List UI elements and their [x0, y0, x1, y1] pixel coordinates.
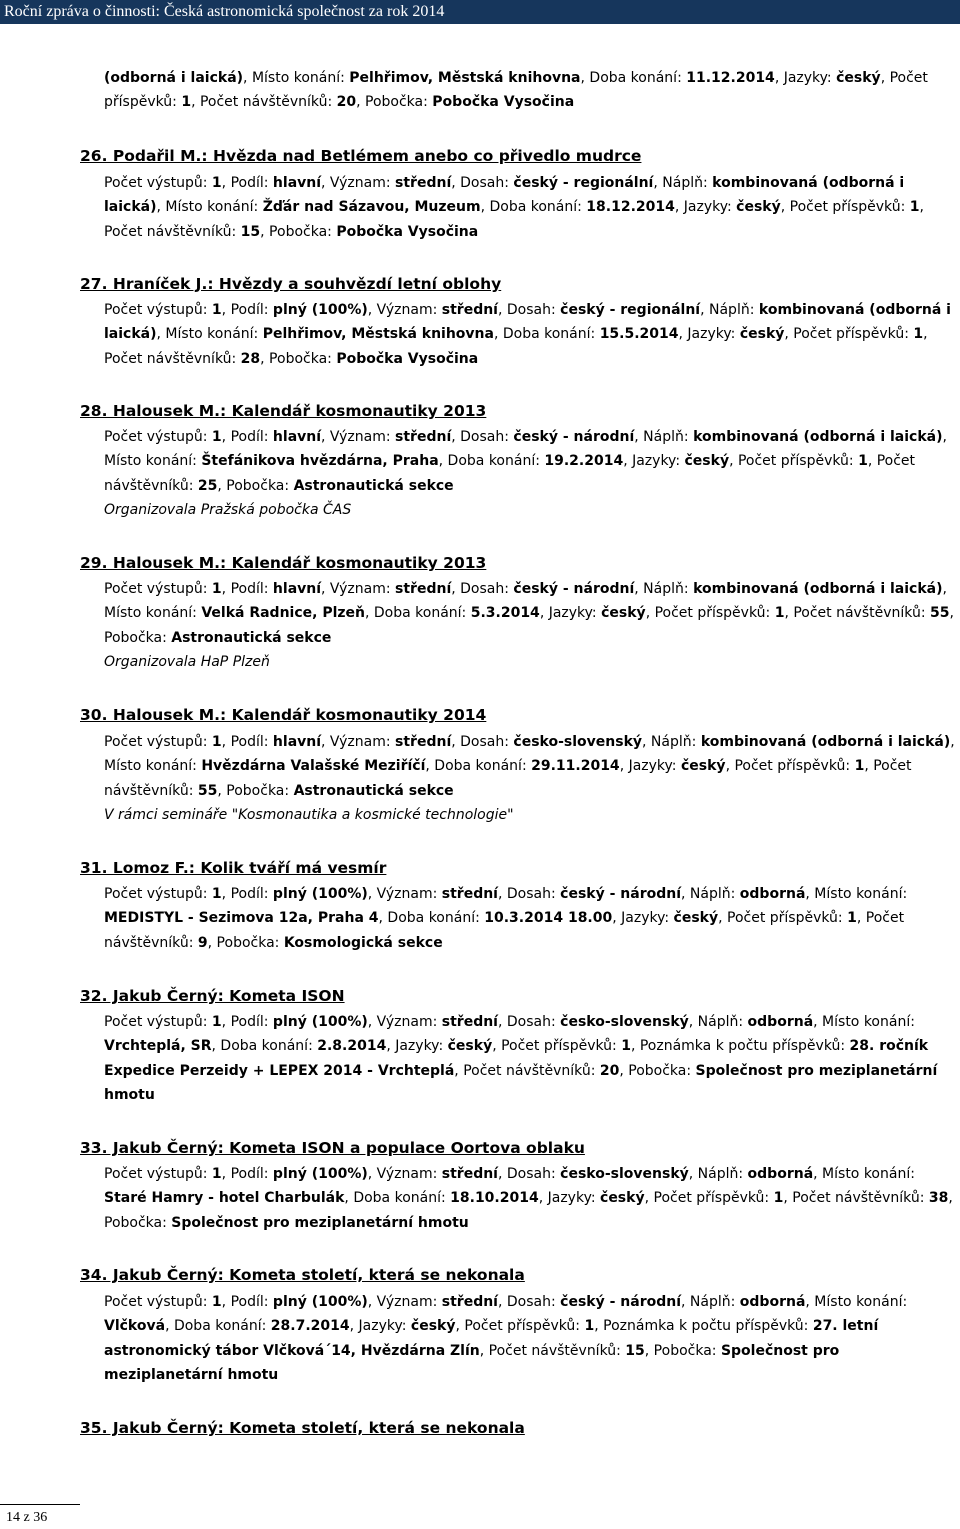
detail-value: 15 [240, 223, 261, 240]
detail-label: , Jazyky: [612, 910, 674, 927]
detail-label: , Jazyky: [774, 70, 837, 86]
detail-value: český [447, 1038, 493, 1055]
detail-value: 15.5.2014 [599, 326, 679, 343]
detail-value: 28. ročník Expedice Perzeidy + LEPEX 2014 - Vrchteplá [104, 1038, 929, 1079]
detail-label: , Místo konání: [104, 734, 955, 775]
detail-label: Počet výstupů: [104, 1014, 212, 1030]
detail-label: , Pobočka: [619, 1062, 696, 1079]
detail-value: český - regionální [560, 302, 701, 318]
detail-label: , Místo konání: [805, 886, 908, 902]
detail-label: , Poznámka k počtu příspěvků: [630, 1038, 850, 1055]
entry-title: 35. Jakub Černý: Kometa století, která se nekonala [80, 1419, 525, 1437]
detail-label: , Dosah: [497, 302, 561, 318]
entry-note: V rámci semináře "Kosmonautika a kosmické technologie" [104, 807, 514, 824]
detail-label: , Počet příspěvků: [492, 1038, 622, 1055]
detail-label: , Doba konání: [580, 70, 687, 86]
detail-value: kombinovaná (odborná i laická) [693, 429, 943, 445]
detail-label: Počet výstupů: [104, 734, 212, 750]
detail-value: kombinovaná (odborná i laická) [104, 175, 905, 216]
detail-label: , Pobočka: [217, 477, 294, 494]
detail-value: 1 [211, 429, 222, 445]
detail-label: , Podíl: [221, 302, 273, 318]
detail-label: , Počet návštěvníků: [479, 1342, 626, 1359]
detail-label: , Dosah: [451, 581, 514, 597]
detail-label: , Jazyky: [623, 453, 685, 470]
detail-value: 5.3.2014 [470, 605, 540, 622]
detail-value: 18.12.2014 [586, 199, 675, 216]
detail-label: , Náplň: [700, 302, 759, 318]
detail-label: , Dosah: [451, 734, 514, 750]
detail-label: , Počet příspěvků: [784, 326, 914, 343]
detail-label: , Jazyky: [674, 199, 737, 216]
detail-label: , Podíl: [221, 1166, 273, 1182]
detail-value: Kosmologická sekce [283, 934, 443, 951]
detail-value: český [601, 605, 646, 622]
detail-label: , Jazyky: [538, 1190, 601, 1207]
detail-label: , Podíl: [221, 886, 273, 902]
detail-label: , Doba konání: [344, 1190, 451, 1207]
detail-value: česko-slovenský [560, 1014, 689, 1030]
detail-value: odborná [747, 1014, 814, 1030]
detail-value: střední [395, 175, 452, 191]
detail-value: 55 [197, 782, 218, 799]
detail-value: český - národní [513, 429, 635, 445]
detail-label: , Pobočka: [104, 1190, 953, 1231]
detail-value: 18.10.2014 [450, 1190, 539, 1207]
detail-label: , Počet příspěvků: [780, 199, 910, 216]
detail-label: , Pobočka: [104, 605, 954, 646]
detail-value: český [684, 453, 730, 470]
detail-value: hlavní [272, 429, 322, 445]
detail-label: , Náplň: [634, 429, 694, 445]
detail-label: Počet výstupů: [104, 429, 212, 445]
detail-label: , Náplň: [653, 175, 713, 191]
entry-details [104, 730, 956, 828]
detail-value: odborná [739, 886, 806, 902]
detail-value: 19.2.2014 [544, 453, 624, 470]
page-number: 14 z 36 [6, 1510, 48, 1525]
detail-label: , Dosah: [497, 886, 561, 902]
detail-label: , Pobočka: [260, 223, 337, 240]
detail-label: Počet výstupů: [104, 581, 212, 597]
detail-value: Astronautická sekce [293, 477, 454, 494]
entry-details [104, 1162, 956, 1235]
detail-label: , Podíl: [221, 1014, 273, 1030]
detail-label: , Doba konání: [378, 910, 485, 927]
detail-label: Počet výstupů: [104, 886, 212, 902]
detail-value: 1 [913, 326, 924, 343]
detail-label: , Pobočka: [356, 94, 433, 111]
detail-label: , Náplň: [688, 1166, 748, 1182]
detail-label: , Počet příspěvků: [455, 1318, 585, 1335]
detail-value: kombinovaná (odborná i laická) [693, 581, 943, 597]
detail-value: Štefánikova hvězdárna, Praha [201, 453, 439, 470]
detail-label: , Podíl: [221, 734, 273, 750]
detail-label: , Podíl: [221, 429, 273, 445]
detail-value: 1 [211, 886, 222, 902]
detail-label: , Počet návštěvníků: [454, 1062, 600, 1079]
entry-note: Organizovala HaP Plzeň [104, 654, 270, 671]
detail-value: Společnost pro meziplanetární hmotu [104, 1342, 840, 1384]
entry-title: 30. Halousek M.: Kalendář kosmonautiky 2014 [80, 706, 487, 724]
detail-value: 1 [584, 1318, 595, 1335]
detail-value: 25 [197, 477, 218, 494]
detail-value: Astronautická sekce [171, 629, 332, 646]
detail-value: 38 [928, 1190, 949, 1207]
detail-value: 27. letní astronomický tábor Vlčková´14, Hvězdárna Zlín [104, 1318, 879, 1359]
detail-label: , Význam: [367, 886, 442, 902]
detail-value: 28 [240, 350, 261, 367]
detail-value: střední [395, 734, 452, 750]
detail-label: , Počet návštěvníků: [104, 910, 905, 951]
detail-label: , Místo konání: [243, 70, 350, 86]
detail-label: , Místo konání: [813, 1166, 915, 1182]
detail-label: , Jazyky: [349, 1318, 411, 1335]
detail-value: 1 [847, 910, 857, 927]
detail-value: kombinovaná (odborná i laická) [700, 734, 951, 750]
detail-value: 1 [211, 1294, 222, 1310]
detail-value: Společnost pro meziplanetární hmotu [171, 1214, 469, 1231]
detail-value: Pobočka Vysočina [432, 94, 575, 111]
entry-title: 33. Jakub Černý: Kometa ISON a populace Oortova oblaku [80, 1139, 585, 1157]
detail-label: , Náplň: [634, 581, 694, 597]
detail-value: český [410, 1318, 456, 1335]
entry-details [104, 577, 956, 675]
detail-value: český [600, 1190, 645, 1207]
entry-details [104, 425, 956, 523]
page-header [0, 0, 960, 24]
detail-value: střední [441, 886, 498, 902]
detail-label: , Význam: [321, 429, 396, 445]
detail-value: Pelhřimov, Městská knihovna [262, 326, 494, 343]
detail-label: , Náplň: [642, 734, 701, 750]
detail-label: Počet výstupů: [104, 1166, 212, 1182]
detail-label: , Podíl: [221, 581, 273, 597]
detail-label: , Pobočka: [644, 1342, 721, 1359]
detail-label: , Význam: [367, 1294, 442, 1310]
detail-value: 55 [930, 605, 950, 622]
detail-label: Počet výstupů: [104, 175, 212, 191]
detail-value: MEDISTYL - Sezimova 12a, Praha 4 [104, 910, 379, 927]
detail-label: , Dosah: [451, 175, 514, 191]
detail-value: Staré Hamry - hotel Charbulák [104, 1190, 345, 1207]
detail-label: , Význam: [321, 581, 396, 597]
detail-label: , Místo konání: [156, 199, 263, 216]
detail-value: Velká Radnice, Plzeň [201, 605, 365, 622]
detail-label: , Význam: [367, 1014, 442, 1030]
detail-value: 15 [625, 1342, 645, 1359]
detail-label: , Počet příspěvků: [725, 758, 855, 775]
detail-value: český - národní [560, 886, 682, 902]
detail-value: Společnost pro meziplanetární hmotu [104, 1062, 938, 1104]
entry-title: 34. Jakub Černý: Kometa století, která se nekonala [80, 1266, 525, 1284]
detail-label: , Dosah: [497, 1294, 561, 1310]
entry-note: Organizovala Pražská pobočka ČAS [104, 502, 352, 519]
detail-value: český [739, 326, 785, 343]
detail-value: plný (100%) [272, 302, 368, 318]
detail-value: odborná [739, 1294, 806, 1310]
detail-value: česko-slovenský [513, 734, 643, 750]
detail-value: 10.3.2014 18.00 [484, 910, 613, 927]
detail-value: 9 [197, 934, 208, 951]
detail-value: střední [441, 1014, 498, 1030]
detail-value: Žďár nad Sázavou, Muzeum [262, 199, 481, 216]
detail-label: Počet výstupů: [104, 302, 212, 318]
detail-value: odborná [747, 1166, 814, 1182]
detail-value: plný (100%) [272, 1166, 368, 1182]
detail-label: , Doba konání: [365, 605, 471, 622]
detail-label: , Počet příspěvků: [729, 453, 859, 470]
entry-details [104, 66, 956, 115]
detail-value: hlavní [272, 581, 322, 597]
detail-value: 1 [211, 1166, 222, 1182]
detail-label: , Počet příspěvků: [645, 605, 775, 622]
detail-value: česko-slovenský [560, 1166, 689, 1182]
detail-label: , Dosah: [497, 1014, 561, 1030]
detail-value: střední [395, 429, 452, 445]
detail-label: , Počet návštěvníků: [784, 605, 930, 622]
detail-value: Vlčková [104, 1318, 166, 1335]
detail-value: 29.11.2014 [531, 758, 620, 775]
detail-value: 1 [181, 94, 192, 111]
detail-value: hlavní [272, 734, 322, 750]
detail-value: Vrchteplá, SR [104, 1038, 212, 1055]
detail-value: Pelhřimov, Městská knihovna [349, 70, 581, 86]
entry-details [104, 171, 956, 244]
detail-label: , Poznámka k počtu příspěvků: [594, 1318, 813, 1335]
detail-label: , Doba konání: [493, 326, 600, 343]
detail-label: Počet výstupů: [104, 1294, 212, 1310]
detail-value: střední [395, 581, 452, 597]
detail-label: , Místo konání: [104, 429, 947, 470]
entry-title: 26. Podařil M.: Hvězda nad Betlémem anebo co přivedlo mudrce [80, 147, 642, 165]
detail-value: 1 [211, 734, 222, 750]
entry-title: 27. Hraníček J.: Hvězdy a souhvězdí letní oblohy [80, 275, 502, 293]
entry-details [104, 1010, 956, 1108]
detail-value: 1 [909, 199, 920, 216]
detail-label: , Jazyky: [619, 758, 681, 775]
detail-label: , Jazyky: [539, 605, 602, 622]
detail-value: kombinovaná (odborná i laická) [104, 302, 951, 343]
detail-value: plný (100%) [272, 1294, 368, 1310]
detail-value: hlavní [272, 175, 322, 191]
report-title: Roční zpráva o činnosti: Česká astronomická společnost za rok 2014 [4, 3, 445, 20]
entry-title: 32. Jakub Černý: Kometa ISON [80, 987, 345, 1005]
detail-value: český [673, 910, 719, 927]
detail-label: , Počet příspěvků: [718, 910, 848, 927]
detail-value: 1 [211, 1014, 222, 1030]
detail-label: , Význam: [321, 734, 396, 750]
detail-label: , Místo konání: [805, 1294, 908, 1310]
detail-value: (odborná i laická) [104, 70, 244, 86]
detail-value: střední [441, 1294, 498, 1310]
detail-value: 2.8.2014 [317, 1038, 387, 1055]
detail-label: , Doba konání: [165, 1318, 271, 1335]
detail-value: 1 [854, 758, 865, 775]
detail-label: , Význam: [367, 1166, 442, 1182]
detail-label: , Význam: [367, 302, 442, 318]
detail-label: , Doba konání: [438, 453, 545, 470]
detail-label: , Dosah: [497, 1166, 561, 1182]
detail-label: , Počet návštěvníků: [104, 453, 916, 494]
detail-value: český - regionální [513, 175, 654, 191]
detail-value: český - národní [560, 1294, 682, 1310]
detail-label: , Podíl: [221, 175, 273, 191]
detail-label: , Počet návštěvníků: [104, 326, 928, 367]
detail-value: 1 [858, 453, 868, 470]
detail-label: , Místo konání: [156, 326, 263, 343]
detail-value: 1 [211, 302, 222, 318]
detail-value: 1 [211, 175, 222, 191]
entry-details [104, 882, 956, 955]
detail-label: , Náplň: [681, 886, 740, 902]
detail-value: český [736, 199, 781, 216]
detail-value: 11.12.2014 [686, 70, 775, 86]
detail-value: střední [441, 1166, 498, 1182]
detail-value: český - národní [513, 581, 635, 597]
footer-divider [0, 1504, 80, 1505]
detail-value: Pobočka Vysočina [336, 350, 479, 367]
detail-label: , Počet příspěvků: [644, 1190, 774, 1207]
detail-label: , Náplň: [681, 1294, 740, 1310]
detail-value: 1 [773, 1190, 784, 1207]
detail-label: , Počet návštěvníků: [191, 94, 337, 111]
detail-label: , Počet návštěvníků: [783, 1190, 929, 1207]
detail-label: , Místo konání: [104, 581, 947, 622]
detail-value: Pobočka Vysočina [336, 223, 479, 240]
detail-label: , Pobočka: [207, 934, 284, 951]
detail-value: 1 [774, 605, 785, 622]
entry-details [104, 1290, 956, 1388]
detail-value: plný (100%) [272, 886, 368, 902]
detail-label: , Doba konání: [211, 1038, 318, 1055]
detail-label: , Náplň: [688, 1014, 748, 1030]
detail-value: český [680, 758, 726, 775]
detail-value: střední [441, 302, 498, 318]
detail-value: 28.7.2014 [270, 1318, 350, 1335]
detail-label: , Pobočka: [260, 350, 337, 367]
detail-value: 1 [211, 581, 222, 597]
entry-details [104, 298, 956, 371]
detail-label: , Podíl: [221, 1294, 273, 1310]
detail-label: , Počet návštěvníků: [104, 758, 912, 799]
detail-value: 20 [336, 94, 357, 111]
detail-value: plný (100%) [272, 1014, 368, 1030]
detail-label: , Počet návštěvníků: [104, 199, 924, 240]
detail-label: , Význam: [321, 175, 396, 191]
detail-label: , Doba konání: [425, 758, 532, 775]
detail-value: 20 [599, 1062, 620, 1079]
detail-label: , Pobočka: [217, 782, 294, 799]
detail-value: český [836, 70, 881, 86]
detail-label: , Dosah: [451, 429, 514, 445]
detail-value: 1 [621, 1038, 631, 1055]
detail-label: , Doba konání: [480, 199, 587, 216]
entry-title: 29. Halousek M.: Kalendář kosmonautiky 2013 [80, 554, 487, 572]
detail-label: , Jazyky: [386, 1038, 448, 1055]
entry-title: 28. Halousek M.: Kalendář kosmonautiky 2013 [80, 402, 487, 420]
entry-title: 31. Lomoz F.: Kolik tváří má vesmír [80, 859, 387, 877]
detail-label: , Místo konání: [813, 1014, 915, 1030]
detail-value: Astronautická sekce [293, 782, 454, 799]
detail-value: Hvězdárna Valašské Meziříčí [201, 758, 426, 775]
detail-label: , Počet příspěvků: [104, 70, 928, 111]
detail-label: , Jazyky: [678, 326, 740, 343]
